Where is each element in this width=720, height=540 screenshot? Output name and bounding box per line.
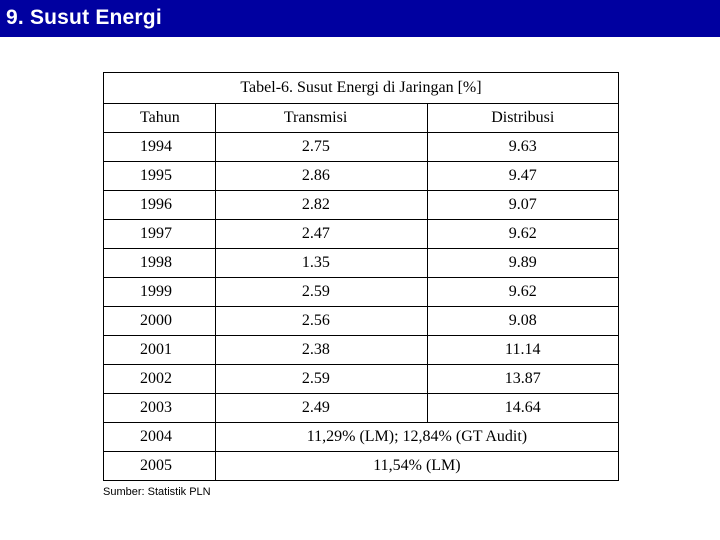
header-transmission: Transmisi [215,104,427,133]
cell-year: 1996 [104,191,216,220]
table-caption-row [104,73,619,104]
cell-year: 2001 [104,336,216,365]
cell-transmission: 2.75 [215,133,427,162]
table-row [104,365,619,394]
cell-distribution: 9.47 [427,162,619,191]
cell-transmission: 2.49 [215,394,427,423]
cell-year: 1999 [104,278,216,307]
cell-transmission: 2.59 [215,278,427,307]
title-bar [0,0,720,37]
slide-title: 9. Susut Energi [6,6,162,29]
header-year: Tahun [104,104,216,133]
cell-distribution: 13.87 [427,365,619,394]
table-row-merged [104,452,619,481]
cell-merged-note: 11,54% (LM) [215,452,618,481]
table-row [104,162,619,191]
table-row [104,191,619,220]
cell-transmission: 2.82 [215,191,427,220]
cell-transmission: 2.56 [215,307,427,336]
cell-year: 1995 [104,162,216,191]
cell-year: 2003 [104,394,216,423]
table-row [104,336,619,365]
table-row [104,220,619,249]
cell-distribution: 14.64 [427,394,619,423]
table-caption: Tabel-6. Susut Energi di Jaringan [%] [104,73,619,104]
cell-distribution: 9.89 [427,249,619,278]
table-row [104,249,619,278]
cell-year: 2005 [104,452,216,481]
cell-transmission: 2.47 [215,220,427,249]
cell-year: 1994 [104,133,216,162]
table-row-merged [104,423,619,452]
table-row [104,307,619,336]
cell-year: 1998 [104,249,216,278]
cell-transmission: 2.38 [215,336,427,365]
cell-transmission: 2.59 [215,365,427,394]
cell-distribution: 11.14 [427,336,619,365]
table-header-row [104,104,619,133]
cell-transmission: 2.86 [215,162,427,191]
cell-distribution: 9.62 [427,278,619,307]
source-note: Sumber: Statistik PLN [103,486,211,498]
table-row [104,394,619,423]
cell-year: 2002 [104,365,216,394]
cell-distribution: 9.63 [427,133,619,162]
cell-distribution: 9.62 [427,220,619,249]
cell-year: 1997 [104,220,216,249]
table-row [104,278,619,307]
energy-loss-table [103,72,619,481]
header-distribution: Distribusi [427,104,619,133]
cell-transmission: 1.35 [215,249,427,278]
cell-merged-note: 11,29% (LM); 12,84% (GT Audit) [215,423,618,452]
cell-year: 2004 [104,423,216,452]
cell-distribution: 9.08 [427,307,619,336]
cell-distribution: 9.07 [427,191,619,220]
cell-year: 2000 [104,307,216,336]
table-row [104,133,619,162]
